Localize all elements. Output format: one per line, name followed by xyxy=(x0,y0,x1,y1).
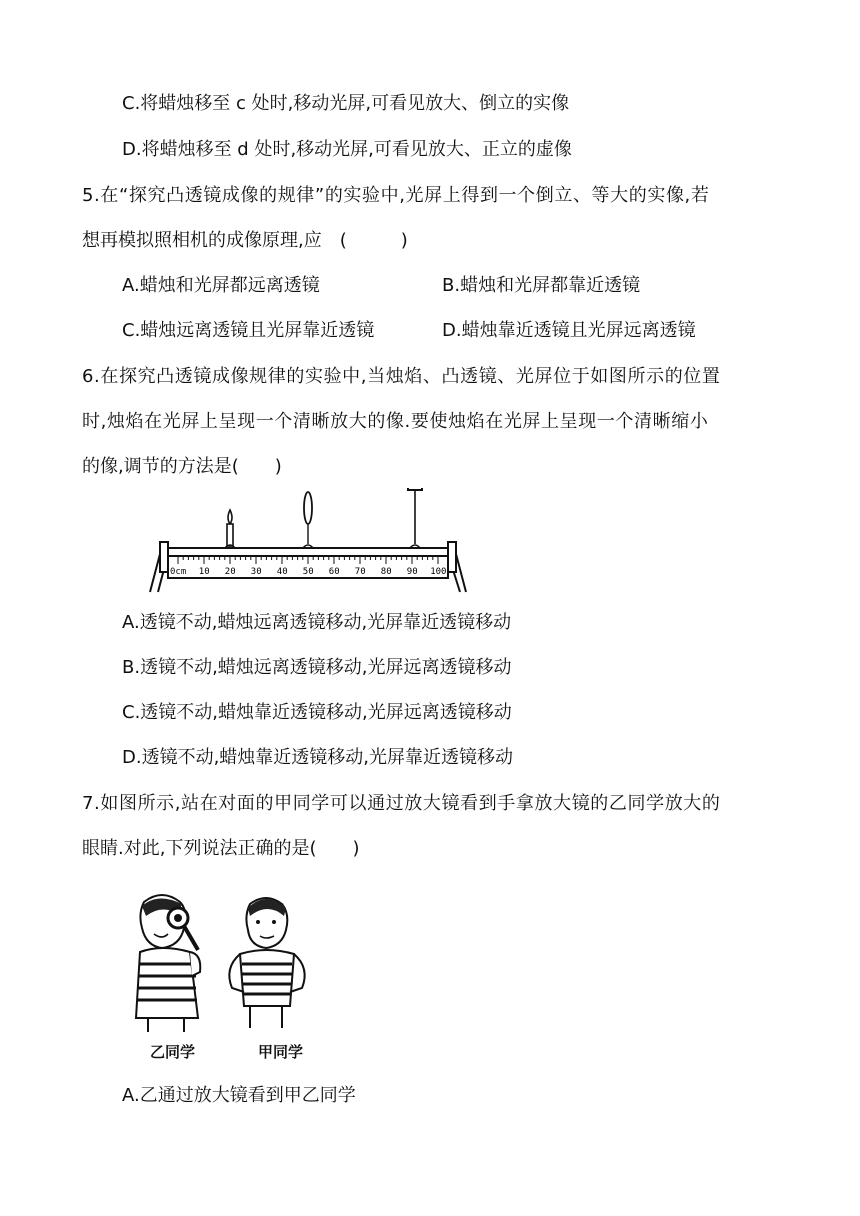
bench-unit-label: 0cm xyxy=(170,567,187,577)
bench-tick-label: 50 xyxy=(302,567,314,577)
q6-option-b: B.透镜不动,蜡烛远离透镜移动,光屏远离透镜移动 xyxy=(122,657,512,678)
q5-stem-line2: 想再模拟照相机的成像原理,应 ( ) xyxy=(82,230,408,251)
bench-tick-label: 100 xyxy=(430,567,447,577)
bench-rail xyxy=(168,548,448,556)
q6-stem-line1: 6.在探究凸透镜成像规律的实验中,当烛焰、凸透镜、光屏位于如图所示的位置 xyxy=(82,366,721,387)
q6-stem-line3: 的像,调节的方法是( ) xyxy=(82,456,282,477)
convex-lens xyxy=(303,492,313,548)
student-yi-illustration xyxy=(136,895,200,1032)
q5-option-a: A.蜡烛和光屏都远离透镜 xyxy=(122,275,320,296)
q7-stem-line2: 眼睛.对此,下列说法正确的是( ) xyxy=(82,838,360,859)
lens-body xyxy=(304,492,312,524)
q5-option-c: C.蜡烛远离透镜且光屏靠近透镜 xyxy=(122,320,375,341)
bench-tick-label: 30 xyxy=(250,567,262,577)
q7-option-a: A.乙通过放大镜看到甲乙同学 xyxy=(122,1085,356,1106)
screen-board xyxy=(408,488,422,490)
q7-stem-line1: 7.如图所示,站在对面的甲同学可以通过放大镜看到手拿放大镜的乙同学放大的 xyxy=(82,793,721,814)
bench-tick-label: 80 xyxy=(380,567,392,577)
bench-tick-label: 90 xyxy=(406,567,418,577)
caption-yi: 乙同学 xyxy=(150,1043,196,1061)
caption-jia: 甲同学 xyxy=(258,1043,304,1061)
candle-body xyxy=(227,524,233,546)
q4-option-d: D.将蜡烛移至 d 处时,移动光屏,可看见放大、正立的虚像 xyxy=(122,139,572,160)
light-screen xyxy=(408,488,422,548)
q6-option-c: C.透镜不动,蜡烛靠近透镜移动,光屏远离透镜移动 xyxy=(122,702,512,723)
q5-option-b: B.蜡烛和光屏都靠近透镜 xyxy=(442,275,641,296)
q5-option-d: D.蜡烛靠近透镜且光屏远离透镜 xyxy=(442,320,696,341)
bench-tick-label: 60 xyxy=(328,567,340,577)
students-figure xyxy=(118,888,328,1036)
bench-left-post xyxy=(160,542,168,572)
q6-option-d: D.透镜不动,蜡烛靠近透镜移动,光屏靠近透镜移动 xyxy=(122,747,514,768)
bench-tick-label: 10 xyxy=(198,567,210,577)
q6-option-a: A.透镜不动,蜡烛远离透镜移动,光屏靠近透镜移动 xyxy=(122,612,512,633)
bench-tick-label: 70 xyxy=(354,567,366,577)
candle xyxy=(225,510,235,548)
student-jia-illustration xyxy=(229,898,304,1028)
q6-stem-line2: 时,烛焰在光屏上呈现一个清晰放大的像.要使烛焰在光屏上呈现一个清晰缩小 xyxy=(82,411,709,432)
q5-stem-line1: 5.在“探究凸透镜成像的规律”的实验中,光屏上得到一个倒立、等大的实像,若 xyxy=(82,185,710,206)
candle-flame xyxy=(228,510,232,524)
bench-tick-label: 20 xyxy=(224,567,236,577)
bench-right-post xyxy=(448,542,456,572)
q4-option-c: C.将蜡烛移至 c 处时,移动光屏,可看见放大、倒立的实像 xyxy=(122,93,570,114)
bench-tick-label: 40 xyxy=(276,567,288,577)
optical-bench-figure xyxy=(148,488,468,596)
